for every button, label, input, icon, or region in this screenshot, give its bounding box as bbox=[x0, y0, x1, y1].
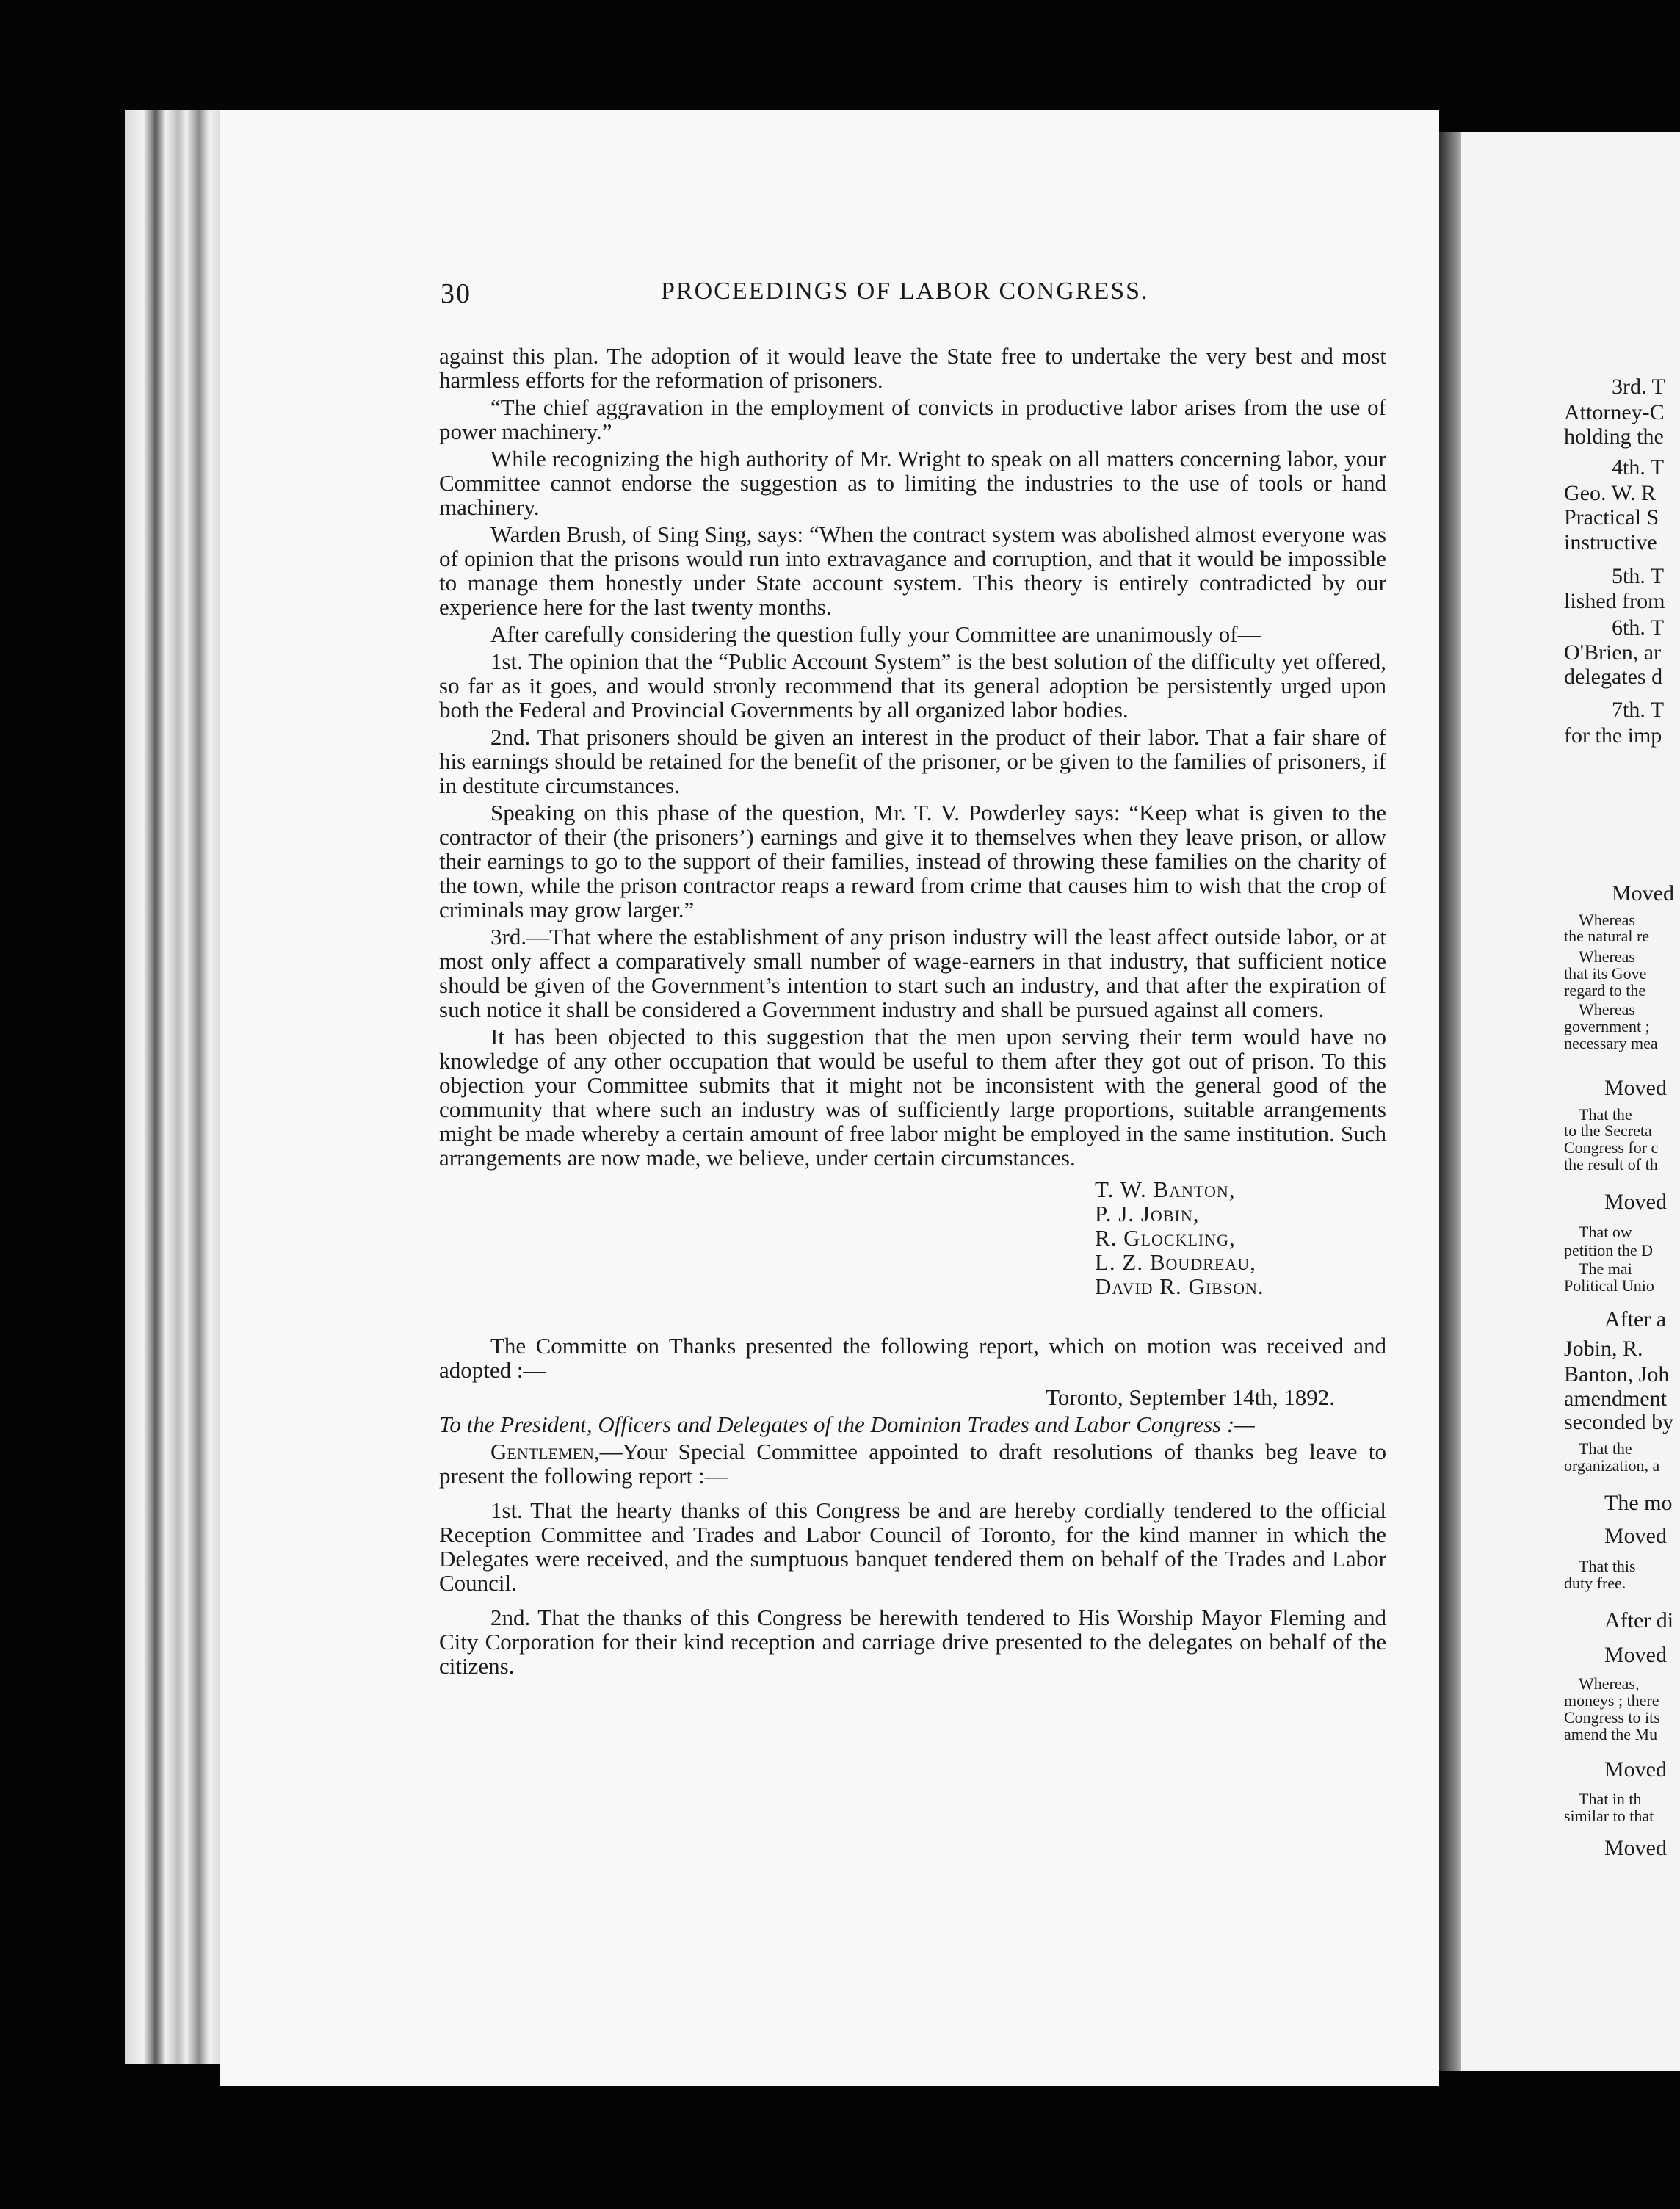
facing-page-line: that its Gove bbox=[1564, 964, 1647, 983]
facing-page-line: moneys ; there bbox=[1564, 1691, 1659, 1710]
committee-signatures bbox=[1095, 1177, 1386, 1298]
paragraph bbox=[439, 1439, 1386, 1488]
salutation: Gentlemen, bbox=[490, 1439, 600, 1464]
address-line: To the President, Officers and Delegates of the Dominion Trades and Labor Congress :— bbox=[439, 1411, 1255, 1437]
facing-page-line: O'Brien, ar bbox=[1564, 640, 1662, 665]
facing-page-line: for the imp bbox=[1564, 723, 1662, 748]
facing-page-line: Whereas bbox=[1579, 1000, 1635, 1019]
facing-page-line: Jobin, R. bbox=[1564, 1337, 1643, 1361]
paragraph: 3rd.—That where the establishment of any prison industry will the least affect outside labor, or at most only affect a comparatively small number of wage-earners in that industry, that sufficient notice should be given of the Government’s intention to start such an industry, and that after the expiration of such notice it shall be considered a Government industry and shall be pursued against all comers. bbox=[439, 924, 1386, 1022]
paragraph: against this plan. The adoption of it would leave the State free to undertake the very best and most harmless efforts for the reformation of prisoners. bbox=[439, 343, 1386, 393]
facing-page-line: lished from bbox=[1564, 589, 1665, 613]
facing-page-line: Political Unio bbox=[1564, 1276, 1654, 1295]
facing-page-text bbox=[1564, 0, 1680, 2209]
facing-page-line: That this bbox=[1579, 1557, 1636, 1575]
facing-page-line: That the bbox=[1579, 1105, 1632, 1124]
facing-page-line: After di bbox=[1604, 1608, 1674, 1633]
facing-page-line: Moved bbox=[1604, 1190, 1667, 1214]
facing-page-line: delegates d bbox=[1564, 665, 1663, 689]
paragraph: 1st. The opinion that the “Public Account System” is the best solution of the difficulty yet offered, so far as it goes, and would stronly recommend that its general adoption be persistently urged upon both the Federal and Provincial Governments by all organized labor bodies. bbox=[439, 648, 1386, 723]
facing-page-line: Moved bbox=[1604, 1757, 1667, 1782]
facing-page-line: Practical S bbox=[1564, 505, 1659, 529]
facing-page-line: After a bbox=[1604, 1307, 1667, 1331]
facing-page-line: the natural re bbox=[1564, 927, 1650, 945]
dateline: Toronto, September 14th, 1892. bbox=[1046, 1384, 1335, 1410]
facing-page-line: holding the bbox=[1564, 424, 1664, 449]
signature-line: David R. Gibson. bbox=[1095, 1273, 1264, 1299]
facing-page-line: Moved bbox=[1604, 1836, 1667, 1860]
facing-page-line: regard to the bbox=[1564, 981, 1646, 999]
facing-page-line: similar to that bbox=[1564, 1807, 1654, 1825]
facing-page-line: amendment bbox=[1564, 1386, 1667, 1411]
paragraph: The Committe on Thanks presented the following report, which on motion was received and adopted :— bbox=[439, 1333, 1386, 1383]
book-spine-edge bbox=[125, 110, 228, 2064]
paragraph: 2nd. That the thanks of this Congress be herewith tendered to His Worship Mayor Fleming and City Corporation for their kind reception and carriage drive presented to the delegates on behalf of the citizens. bbox=[439, 1605, 1386, 1679]
facing-page-line: Congress to its bbox=[1564, 1708, 1660, 1727]
paragraph: While recognizing the high authority of Mr. Wright to speak on all matters concerning labor, your Committee cannot endorse the suggestion as to limiting the industries to the use of tools or hand machinery. bbox=[439, 446, 1386, 520]
signature-line: L. Z. Boudreau, bbox=[1095, 1249, 1256, 1275]
facing-page-line: 5th. T bbox=[1612, 564, 1665, 588]
page-body bbox=[439, 344, 1386, 1681]
paragraph-text: —Your Special Committee appointed to draft resolutions of thanks beg leave to present the following report :— bbox=[439, 1439, 1386, 1489]
signature-line: T. W. Banton, bbox=[1095, 1176, 1236, 1202]
facing-page-line: Moved bbox=[1604, 1643, 1667, 1667]
paragraph: 1st. That the hearty thanks of this Congress be and are hereby cordially tendered to the official Reception Committee and Trades and Labor Council of Toronto, for the kind manner in which the Delegates were received, and the sumptuous banquet tendered them on behalf of the Trades and Labor Council. bbox=[439, 1497, 1386, 1596]
facing-page-line: Banton, Joh bbox=[1564, 1362, 1670, 1386]
facing-page-line: Congress for c bbox=[1564, 1138, 1659, 1157]
facing-page-line: 3rd. T bbox=[1612, 375, 1665, 399]
paragraph: 2nd. That prisoners should be given an interest in the product of their labor. That a fair share of his earnings should be retained for the benefit of the prisoner, or be given to the families of prisoners, if in destitute circumstances. bbox=[439, 724, 1386, 798]
facing-page-line: petition the D bbox=[1564, 1241, 1653, 1259]
facing-page-line: 7th. T bbox=[1612, 698, 1665, 722]
facing-page-line: 4th. T bbox=[1612, 455, 1665, 480]
signature-line: P. J. Jobin, bbox=[1095, 1201, 1200, 1226]
facing-page-line: the result of th bbox=[1564, 1155, 1658, 1174]
facing-page-line: 6th. T bbox=[1612, 615, 1665, 640]
facing-page-line: government ; bbox=[1564, 1017, 1650, 1035]
running-title: PROCEEDINGS OF LABOR CONGRESS. bbox=[661, 278, 1149, 305]
facing-page-line: The mo bbox=[1604, 1491, 1673, 1515]
facing-page-line: Whereas bbox=[1579, 947, 1635, 966]
facing-page-line: instructive bbox=[1564, 530, 1657, 554]
facing-page-line: The mai bbox=[1579, 1259, 1632, 1278]
facing-page-line: organization, a bbox=[1564, 1456, 1660, 1475]
facing-page-line: That the bbox=[1579, 1439, 1632, 1458]
facing-page-line: Whereas, bbox=[1579, 1674, 1640, 1693]
facing-page-line: That ow bbox=[1579, 1223, 1632, 1241]
facing-page-line: Geo. W. R bbox=[1564, 481, 1657, 505]
facing-page-line: seconded by bbox=[1564, 1410, 1674, 1434]
facing-page-line: That in th bbox=[1579, 1790, 1642, 1808]
signature-line: R. Glockling, bbox=[1095, 1225, 1236, 1251]
facing-page-line: Whereas bbox=[1579, 911, 1635, 929]
facing-page-line: to the Secreta bbox=[1564, 1121, 1652, 1140]
paragraph: After carefully considering the question fully your Committee are unanimously of— bbox=[490, 621, 1261, 647]
paragraph: “The chief aggravation in the employment of convicts in productive labor arises from the use of power machinery.” bbox=[439, 394, 1386, 444]
facing-page-line: Moved bbox=[1604, 1076, 1667, 1100]
facing-page-line: amend the Mu bbox=[1564, 1725, 1658, 1743]
page-number: 30 bbox=[441, 278, 471, 309]
facing-page-line: necessary mea bbox=[1564, 1034, 1658, 1052]
paragraph: Warden Brush, of Sing Sing, says: “When the contract system was abolished almost everyone was of opinion that the prisons would run into extravagance and corruption, and that it would be impossible to manage them honestly under State account system. This theory is entirely contradicted by our experience here for the last twenty months. bbox=[439, 521, 1386, 620]
facing-page-line: Moved bbox=[1604, 1524, 1667, 1548]
facing-page-line: Moved bbox=[1612, 881, 1674, 905]
paragraph: Speaking on this phase of the question, Mr. T. V. Powderley says: “Keep what is given to the contractor of their (the prisoners’) earnings and give it to themselves when they leave prison, or allow their earnings to go to the support of their families, instead of throwing these families on the charity of the town, while the prison contractor reaps a reward from crime that causes him to wish that the crop of criminals may grow larger.” bbox=[439, 800, 1386, 922]
facing-page-line: Attorney-C bbox=[1564, 400, 1665, 424]
facing-page-line: duty free. bbox=[1564, 1574, 1626, 1592]
paragraph: It has been objected to this suggestion that the men upon serving their term would have no knowledge of any other occupation that would be useful to them after they got out of prison. To this objection your Committee submits that it might not be inconsistent with the general good of the community that where such an industry was of sufficiently large proportions, suitable arrangements might be made whereby a certain amount of free labor might be employed in the same institution. Such arrangements are now made, we believe, under certain circumstances. bbox=[439, 1024, 1386, 1171]
